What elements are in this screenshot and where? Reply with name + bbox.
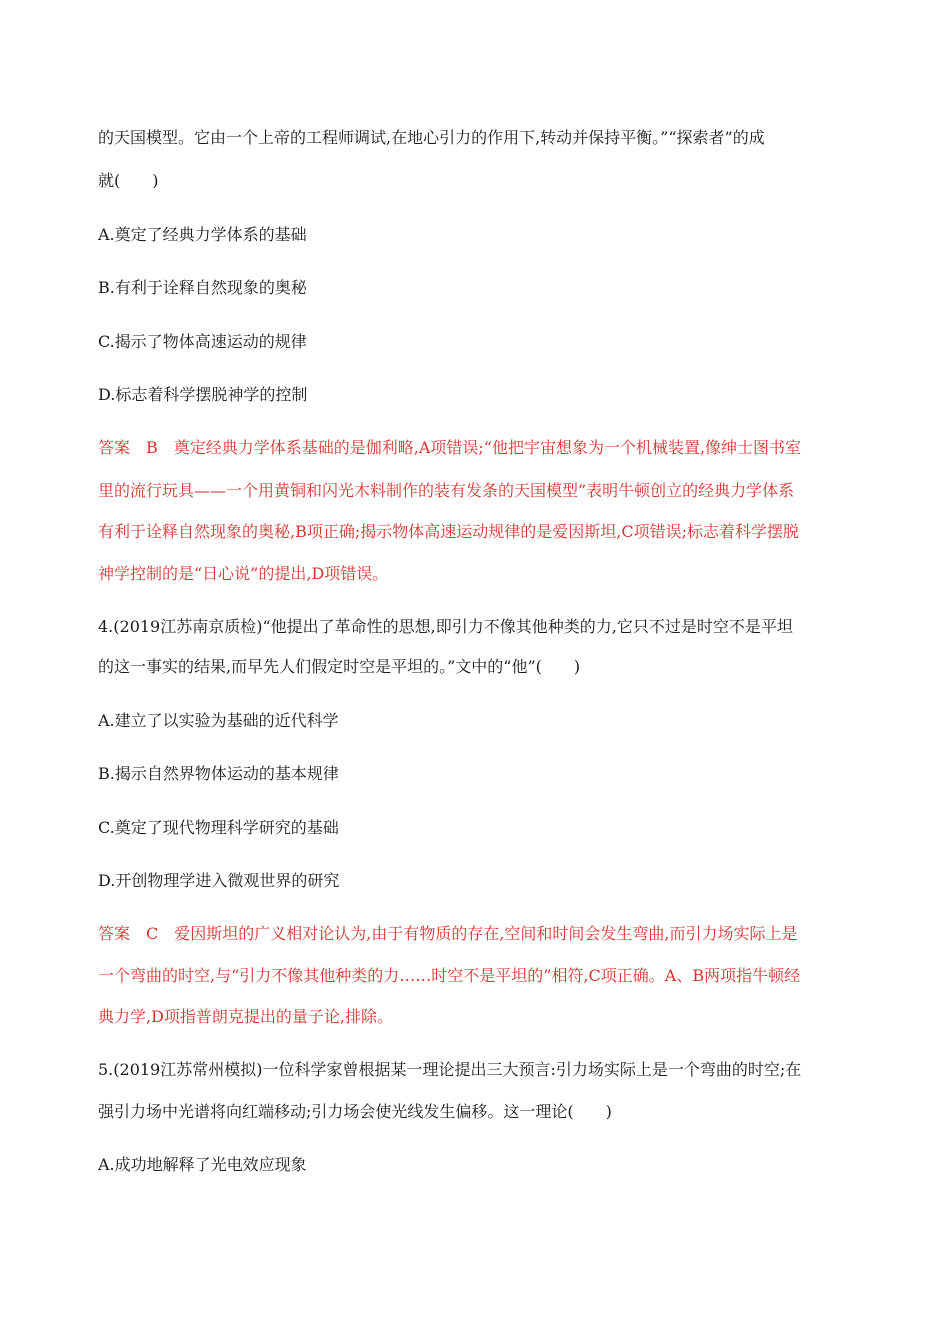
q5-stem-line-2: 强引力场中光谱将向红端移动;引力场会使光线发生偏移。这一理论( ) <box>98 1102 612 1121</box>
q4-answer-line-1: 答案 C 爱因斯坦的广义相对论认为,由于有物质的存在,空间和时间会发生弯曲,而引力场实际上是 <box>98 924 798 943</box>
q3-answer-line-4: 神学控制的是“日心说”的提出,D项错误。 <box>98 564 389 583</box>
q4-option-b: B.揭示自然界物体运动的基本规律 <box>98 764 339 783</box>
q4-option-a: A.建立了以实验为基础的近代科学 <box>98 711 339 730</box>
q4-stem-line-2: 的这一事实的结果,而早先人们假定时空是平坦的。”文中的“他”( ) <box>98 657 581 676</box>
q3-answer-line-2: 里的流行玩具——一个用黄铜和闪光木料制作的装有发条的天国模型”表明牛顿创立的经典力学体系 <box>98 481 795 500</box>
q4-option-d: D.开创物理学进入微观世界的研究 <box>98 871 340 890</box>
q4-stem-line-1: 4.(2019江苏南京质检)“他提出了革命性的思想,即引力不像其他种类的力,它只不过是时空不是平坦 <box>98 617 793 636</box>
q3-stem-line-2: 就( ) <box>98 171 159 190</box>
q3-option-c: C.揭示了物体高速运动的规律 <box>98 332 307 351</box>
q4-option-c: C.奠定了现代物理科学研究的基础 <box>98 818 339 837</box>
q4-answer-line-3: 典力学,D项指普朗克提出的量子论,排除。 <box>98 1007 394 1026</box>
q3-option-a: A.奠定了经典力学体系的基础 <box>98 225 307 244</box>
q3-option-d: D.标志着科学摆脱神学的控制 <box>98 385 308 404</box>
q4-answer-line-2: 一个弯曲的时空,与“引力不像其他种类的力……时空不是平坦的”相符,C项正确。A、B两项指牛顿经 <box>98 966 801 985</box>
q3-option-b: B.有利于诠释自然现象的奥秘 <box>98 278 307 297</box>
q3-answer-line-3: 有利于诠释自然现象的奥秘,B项正确;揭示物体高速运动规律的是爱因斯坦,C项错误;标志着科学摆脱 <box>98 522 799 541</box>
q3-answer-line-1: 答案 B 奠定经典力学体系基础的是伽利略,A项错误;“他把宇宙想象为一个机械装置,像绅士图书室 <box>98 438 802 457</box>
q3-stem-line-1: 的天国模型。它由一个上帝的工程师调试,在地心引力的作用下,转动并保持平衡。”“探索者”的成 <box>98 128 765 147</box>
q5-stem-line-1: 5.(2019江苏常州模拟)一位科学家曾根据某一理论提出三大预言:引力场实际上是一个弯曲的时空;在 <box>98 1060 802 1079</box>
q5-option-a: A.成功地解释了光电效应现象 <box>98 1155 307 1174</box>
